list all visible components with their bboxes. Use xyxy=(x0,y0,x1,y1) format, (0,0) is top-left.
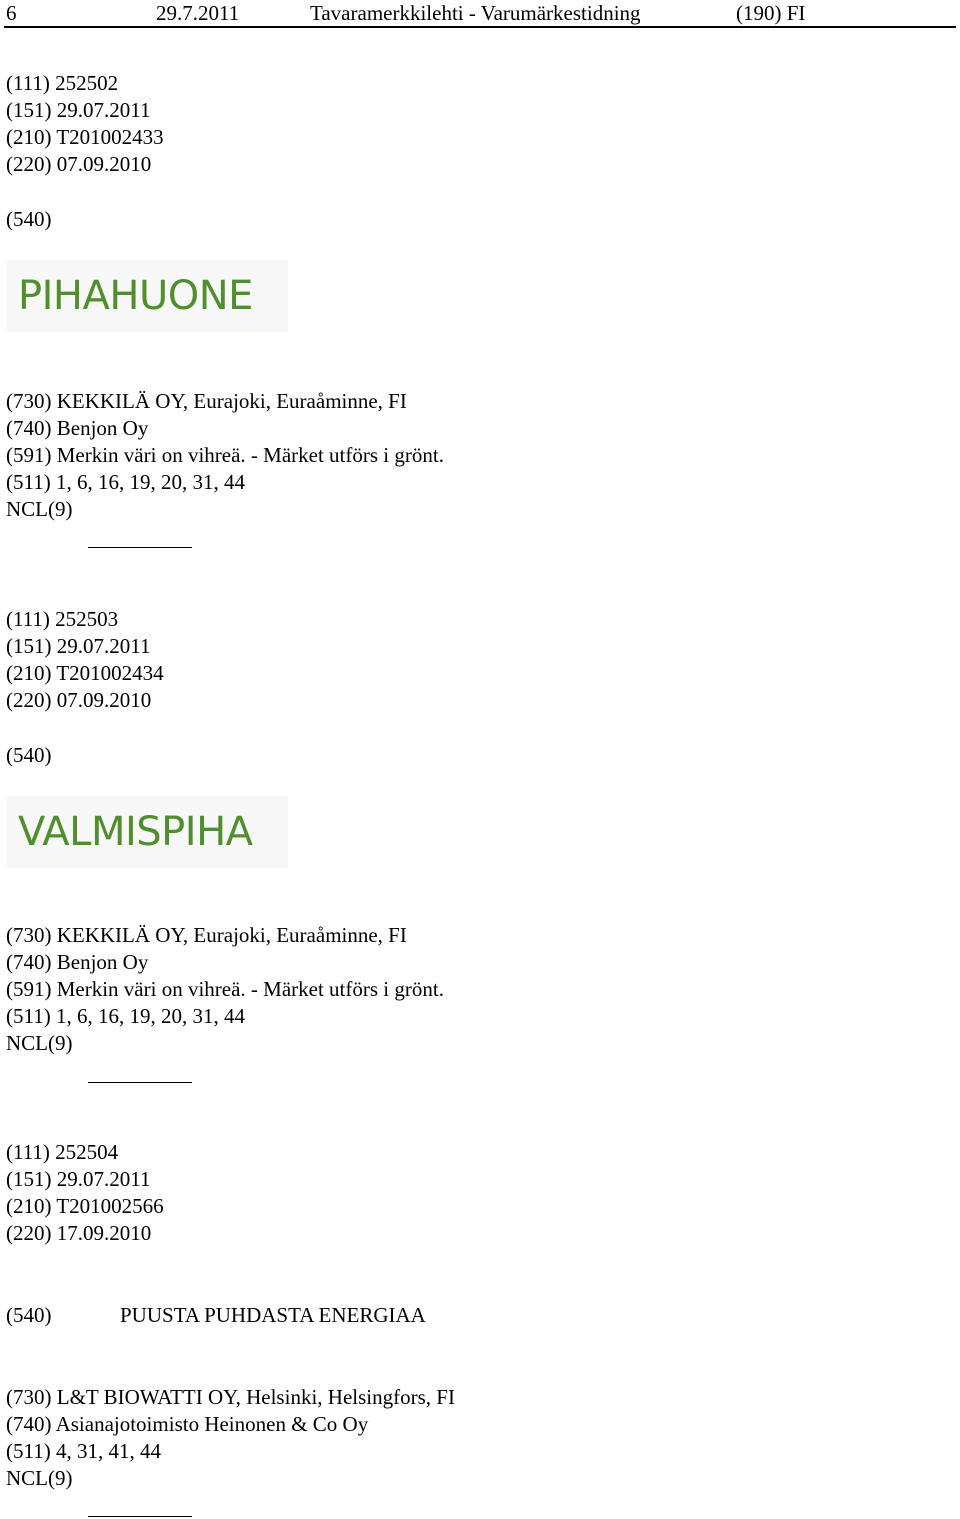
registration-date: (151) 29.07.2011 xyxy=(6,1167,151,1191)
registration-date: (151) 29.07.2011 xyxy=(6,634,151,658)
nice-classes: (511) 1, 6, 16, 19, 20, 31, 44 xyxy=(6,470,245,494)
entry-separator xyxy=(88,547,192,548)
registration-number: (111) 252502 xyxy=(6,71,119,95)
ncl-edition: NCL(9) xyxy=(6,497,73,521)
page-number: 6 xyxy=(6,1,17,25)
application-number: (210) T201002433 xyxy=(6,125,164,149)
publication-title: Tavaramerkkilehti - Varumärkestidning xyxy=(310,1,641,25)
mark-code: (540) xyxy=(6,207,52,231)
registration-number: (111) 252504 xyxy=(6,1140,119,1164)
nice-classes: (511) 4, 31, 41, 44 xyxy=(6,1439,161,1463)
logo-text: VALMISPIHA xyxy=(18,809,253,855)
colour-claim: (591) Merkin väri on vihreä. - Märket utförs i grönt. xyxy=(6,443,444,467)
agent: (740) Benjon Oy xyxy=(6,950,149,974)
registration-number: (111) 252503 xyxy=(6,607,119,631)
filing-date: (220) 17.09.2010 xyxy=(6,1221,152,1245)
word-mark: PUUSTA PUHDASTA ENERGIAA xyxy=(120,1303,426,1327)
holder: (730) L&T BIOWATTI OY, Helsinki, Helsingfors, FI xyxy=(6,1385,455,1409)
application-number: (210) T201002434 xyxy=(6,661,164,685)
agent: (740) Benjon Oy xyxy=(6,416,149,440)
mark-code: (540) xyxy=(6,1303,52,1327)
header-rule xyxy=(4,26,956,28)
mark-code: (540) xyxy=(6,743,52,767)
trademark-logo-image xyxy=(6,260,288,332)
trademark-logo-image xyxy=(6,796,288,868)
filing-date: (220) 07.09.2010 xyxy=(6,152,152,176)
ncl-edition: NCL(9) xyxy=(6,1466,73,1490)
colour-claim: (591) Merkin väri on vihreä. - Märket utförs i grönt. xyxy=(6,977,444,1001)
nice-classes: (511) 1, 6, 16, 19, 20, 31, 44 xyxy=(6,1004,245,1028)
issue-code: (190) FI xyxy=(736,1,806,25)
holder: (730) KEKKILÄ OY, Eurajoki, Euraåminne, FI xyxy=(6,923,407,947)
ncl-edition: NCL(9) xyxy=(6,1031,73,1055)
holder: (730) KEKKILÄ OY, Eurajoki, Euraåminne, FI xyxy=(6,389,407,413)
registration-date: (151) 29.07.2011 xyxy=(6,98,151,122)
issue-date: 29.7.2011 xyxy=(156,1,240,25)
entry-separator xyxy=(88,1082,192,1083)
entry-separator xyxy=(88,1516,192,1517)
filing-date: (220) 07.09.2010 xyxy=(6,688,152,712)
logo-text: PIHAHUONE xyxy=(18,273,253,319)
application-number: (210) T201002566 xyxy=(6,1194,164,1218)
agent: (740) Asianajotoimisto Heinonen & Co Oy xyxy=(6,1412,369,1436)
